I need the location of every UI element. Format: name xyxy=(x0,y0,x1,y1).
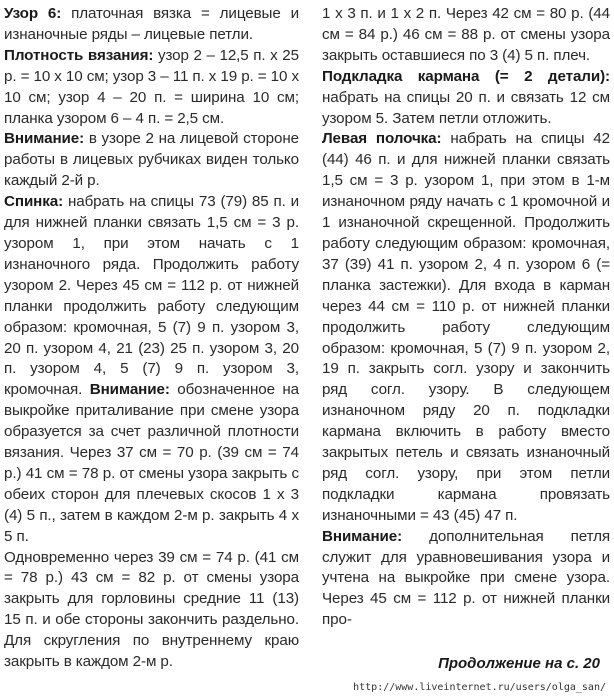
continued-on-page: Продолжение на с. 20 xyxy=(438,655,600,672)
right-column xyxy=(322,4,610,631)
paragraph-pocket-lining: Подкладка кармана (= 2 детали): набрать на спицы 20 п. и связать 12 см узором 5. Затем петли отложить. xyxy=(322,67,610,127)
paragraph-back: Спинка: набрать на спицы 73 (79) 85 п. и для нижней планки связать 1,5 см = 3 р. узором 1, при этом начать с 1 изнаночного ряда. Продолжить работу узором 2. Через 45 см = 112 р. от нижней планки продолжить работу следующим образом: кромочная, 5 (7) 9 п. узором 3, 20 п. узором 4, 21 (23) 25 п. узором 3, 20 п. узором 4, 5 (7) 9 п. узором 3, кромочная. Внимание: обозначенное на выкройке приталивание при смене узора образуется за счет различной плотности вязания. Через 37 см = 70 р. (39 см = 74 р.) 41 см = 78 р. от смены узора закрыть с обеих сторон для плечевых скосов 1 х 3 (4) 5 п., затем в каждом 2-м р. закрыть 4 х 5 п. xyxy=(4,193,299,545)
paragraph-pattern-6: Узор 6: платочная вязка = лицевые и изнаночные ряды – лицевые петли. xyxy=(4,5,299,43)
paragraph-shoulders: 1 х 3 п. и 1 х 2 п. Через 42 см = 80 р. (44 см = 84 р.) 46 см = 88 р. от смены узора закрыть оставшиеся по 3 (4) 5 п. плеч. xyxy=(322,5,610,64)
source-watermark: http://www.liveinternet.ru/users/olga_san/ xyxy=(353,682,606,693)
paragraph-gauge: Плотность вязания: узор 2 – 12,5 п. х 25 р. = 10 х 10 см; узор 3 – 11 п. х 19 р. = 10 х 10 см; узор 4 – 20 п. = ширина 10 см; планка узором 6 – 4 п. = 2,5 см. xyxy=(4,46,299,127)
paragraph-left-front: Левая полочка: набрать на спицы 42 (44) 46 п. и для нижней планки связать 1,5 см = 3 р. узором 1, при этом в 1-м изнаночном ряду начать с 1 кромочной и 1 изнаночной скрещенной. Продолжить работу следующим образом: кромочная, 37 (39) 41 п. узором 2, 4 п. узором 6 (= планка застежки). Для входа в карман через 44 см = 110 р. от нижней планки продолжить работу следующим образом: кромочная, 5 (7) 9 п. узором 2, 19 п. закрыть согл. узору и закончить ряд согл. узору. В следующем изнаночном ряду 20 п. подкладки кармана включить в работу вместо закрытых петель и связать изнаночный ряд согл. узору, при этом петли подкладки кармана провязать изнаночными = 43 (45) 47 п. xyxy=(322,130,610,524)
paragraph-attention-1: Внимание: в узоре 2 на лицевой стороне работы в лицевых рубчиках виден только каждый 2-й р. xyxy=(4,130,299,190)
paragraph-neckline: Одновременно через 39 см = 74 р. (41 см = 78 р.) 43 см = 82 р. от смены узора закрыть для горловины средние 11 (13) 15 п. и обе стороны закончить раздельно. Для скругления по внутреннему краю закрыть в каждом 2-м р. xyxy=(4,548,299,671)
paragraph-attention-2: Внимание: дополнительная петля служит для уравновешивания узора и учтена на выкройке при смене узора. Через 45 см = 112 р. от нижней планки про- xyxy=(322,527,610,629)
left-column xyxy=(4,4,299,673)
